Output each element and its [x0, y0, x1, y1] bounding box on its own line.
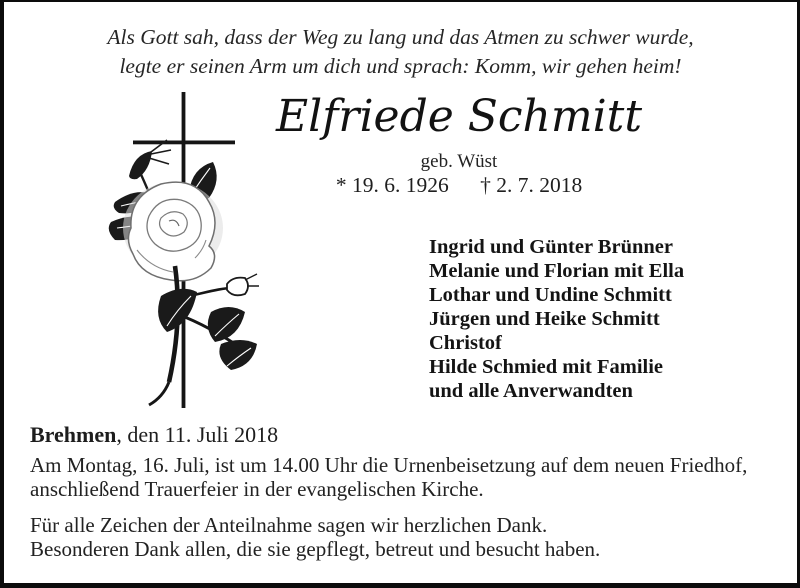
mourner-line: Jürgen und Heike Schmitt	[429, 308, 660, 330]
place-name: Brehmen	[30, 422, 117, 447]
mourners-list	[429, 235, 684, 403]
funeral-notice	[30, 454, 747, 501]
verse-line-2: legte er seinen Arm um dich und sprach: Komm, wir gehen heim!	[119, 54, 682, 78]
mourner-line: Ingrid und Günter Brünner	[429, 236, 673, 258]
thanks-line-2: Besonderen Dank allen, die sie gepflegt, betreut und besucht haben.	[30, 536, 601, 561]
mourner-line: Lothar und Undine Schmitt	[429, 284, 672, 306]
thanks-line-1: Für alle Zeichen der Anteilnahme sagen wir herzlichen Dank.	[30, 513, 548, 537]
thanks-text	[30, 514, 600, 561]
deceased-name: Elfriede Schmitt	[275, 91, 643, 142]
verse-line-1: Als Gott sah, dass der Weg zu lang und das Atmen zu schwer wurde,	[107, 25, 694, 49]
mourner-line: Melanie und Florian mit Ella	[429, 260, 685, 282]
birth-date: * 19. 6. 1926	[335, 173, 449, 197]
death-date: † 2. 7. 2018	[480, 173, 583, 197]
funeral-notice-line-1: Am Montag, 16. Juli, ist um 14.00 Uhr die Urnenbeisetzung auf dem neuen Friedhof,	[30, 453, 748, 477]
mourner-line: Christof	[429, 332, 502, 354]
maiden-name: geb. Wüst	[420, 151, 498, 172]
mourner-line: Hilde Schmied mit Familie	[429, 356, 664, 378]
place-dateline	[30, 422, 278, 448]
mourner-line: und alle Anverwandten	[429, 380, 633, 402]
funeral-notice-line-2: anschließend Trauerfeier in der evangelischen Kirche.	[30, 476, 484, 501]
opening-verse	[4, 23, 797, 81]
dateline-rest: , den 11. Juli 2018	[116, 422, 279, 447]
life-dates	[244, 173, 674, 198]
